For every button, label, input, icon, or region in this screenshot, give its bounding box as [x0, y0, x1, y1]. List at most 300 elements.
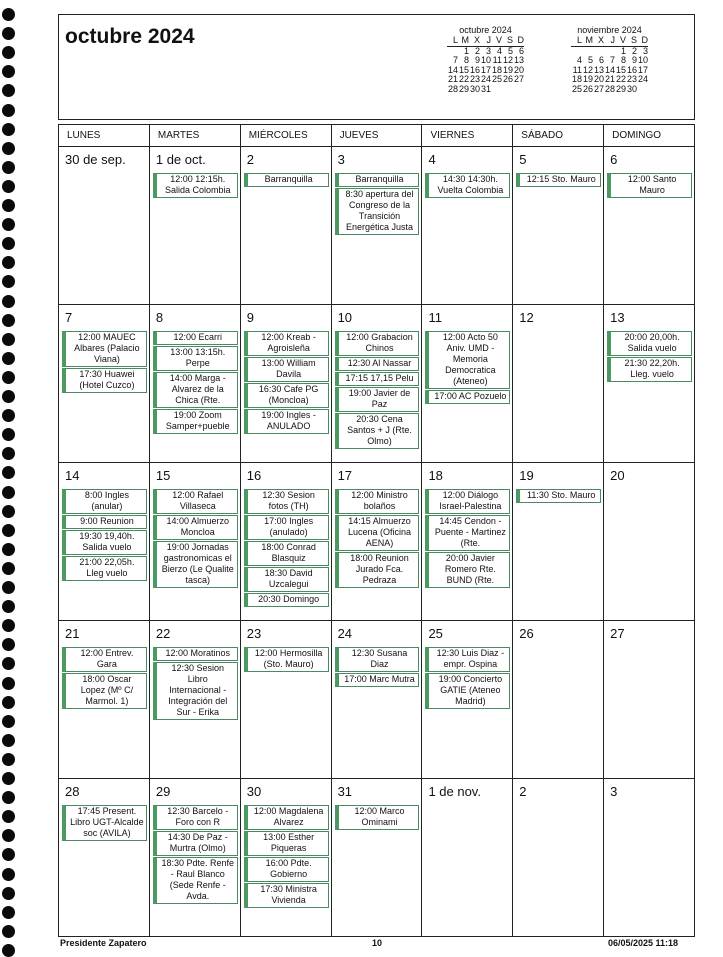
mini-calendar-date: 29: [615, 83, 626, 94]
mini-calendar-date: 10: [480, 55, 491, 65]
calendar-event[interactable]: 12:30 Sesion Libro Internacional -Integración del Sur - Erika: [153, 662, 238, 720]
mini-calendar-date: 13: [513, 55, 524, 65]
calendar-event[interactable]: 13:00 Esther Piqueras: [244, 831, 329, 856]
day-number: 16: [246, 468, 262, 483]
calendar-event[interactable]: 12:00 Acto 50 Aniv. UMD - Memoria Democratica (Ateneo): [425, 331, 510, 389]
binder-hole: [2, 829, 15, 842]
day-number: 20: [610, 468, 625, 483]
weekday-header: DOMINGO: [604, 125, 695, 146]
calendar-event[interactable]: 12:30 Luis Diaz -empr. Ospina: [425, 647, 510, 672]
mini-calendar-date: [637, 85, 648, 95]
day-number: 31: [337, 784, 353, 799]
calendar-event[interactable]: 17:00 Ingles (anulado): [244, 515, 329, 540]
binder-hole: [2, 524, 15, 537]
binder-hole: [2, 944, 15, 957]
mini-calendar-date: 21: [447, 74, 458, 84]
mini-calendar-date: 9: [631, 55, 637, 65]
binder-hole: [2, 123, 15, 136]
day-cell[interactable]: [241, 147, 332, 304]
calendar-event[interactable]: 12:00 Ministro bolaños: [335, 489, 420, 514]
calendar-event[interactable]: 13:00 13:15h. Perpe: [153, 346, 238, 371]
binder-hole: [2, 390, 15, 403]
day-cell[interactable]: [422, 463, 513, 620]
event-list: [516, 173, 601, 188]
binder-hole: [2, 753, 15, 766]
event-list: [425, 331, 510, 405]
calendar-event[interactable]: 14:00 Almuerzo Moncloa: [153, 515, 238, 540]
event-list: [335, 647, 420, 688]
event-list: [425, 489, 510, 589]
binder-hole: [2, 8, 15, 21]
day-cell[interactable]: [422, 305, 513, 462]
event-list: [335, 805, 420, 831]
mini-calendar-day-letter: J: [604, 36, 615, 46]
mini-calendar-date: 6: [518, 45, 524, 56]
calendar-event[interactable]: 14:30 De Paz - Murtra (Olmo): [153, 831, 238, 856]
event-list: [607, 173, 692, 199]
day-cell[interactable]: [604, 463, 695, 620]
day-number: 10: [337, 310, 353, 325]
day-number: 2: [519, 784, 527, 799]
mini-calendar-date: 24: [637, 74, 648, 84]
calendar-event[interactable]: 12:00 MAUEC Albares (Palacio Viana): [62, 331, 147, 367]
calendar-event[interactable]: 17:45 Present. Libro UGT-Alcalde soc (AVILA): [62, 805, 147, 841]
event-list: [153, 173, 238, 199]
day-cell[interactable]: [604, 305, 695, 462]
binder-hole: [2, 696, 15, 709]
mini-calendar-november: [571, 25, 648, 94]
mini-calendar-day-letter: M: [582, 36, 593, 46]
day-cell[interactable]: [241, 305, 332, 462]
mini-calendar-date: 26: [502, 74, 513, 84]
calendar-event[interactable]: 12:00 Hermosilla (Sto. Mauro): [244, 647, 329, 672]
day-number: 13: [610, 310, 625, 325]
day-number: 21: [65, 626, 80, 641]
binder-hole: [2, 352, 15, 365]
day-cell[interactable]: [241, 463, 332, 620]
binder-hole: [2, 810, 15, 823]
mini-calendar-date: 28: [604, 83, 615, 94]
binder-hole: [2, 906, 15, 919]
calendar-event[interactable]: 19:00 Ingles - ANULADO: [244, 409, 329, 434]
weeks-container: [59, 147, 695, 937]
event-list: [607, 331, 692, 383]
day-cell[interactable]: [513, 147, 604, 304]
binder-hole: [2, 581, 15, 594]
mini-calendar-date: 15: [615, 64, 626, 75]
binder-hole: [2, 46, 15, 59]
calendar-event[interactable]: 14:15 Almuerzo Lucena (Oficina AENA): [335, 515, 420, 551]
mini-calendar-day-letter: L: [447, 36, 458, 46]
mini-calendar-date: 27: [513, 74, 524, 84]
day-number: 30 de sep.: [65, 152, 126, 167]
calendar-event[interactable]: 12:00 Santo Mauro: [607, 173, 692, 198]
mini-calendar-date: 28: [447, 83, 458, 94]
mini-calendar-date: 24: [480, 74, 491, 84]
mini-calendar-date: 31: [480, 83, 491, 94]
day-cell[interactable]: [59, 463, 150, 620]
mini-calendar-day-letter: X: [593, 36, 604, 46]
mini-calendar-date: 19: [582, 74, 593, 84]
calendar-event[interactable]: 14:45 Cendon - Puente - Martinez (Rte.: [425, 515, 510, 551]
mini-calendar-date: 17: [480, 64, 491, 75]
day-cell[interactable]: [59, 779, 150, 936]
event-list: [425, 647, 510, 710]
mini-calendar-day-letter: D: [513, 36, 524, 46]
day-number: 23: [246, 626, 262, 641]
event-list: [153, 331, 238, 435]
mini-calendar-date: 27: [593, 83, 604, 94]
calendar-event[interactable]: 13:00 William Davila: [244, 357, 329, 382]
day-cell[interactable]: [422, 621, 513, 778]
mini-calendar-date: 18: [571, 74, 582, 84]
binder-hole: [2, 27, 15, 40]
mini-calendar-date: 5: [587, 55, 593, 65]
day-number: 4: [428, 152, 436, 167]
mini-calendar-date: 10: [637, 55, 648, 65]
binder-hole: [2, 199, 15, 212]
week-row: [59, 147, 695, 305]
mini-calendar-title: noviembre 2024: [577, 25, 642, 35]
binder-hole: [2, 84, 15, 97]
binder-hole: [2, 772, 15, 785]
calendar-event[interactable]: 12:00 Marco Ominami: [335, 805, 420, 830]
footer-owner: Presidente Zapatero: [60, 938, 147, 948]
binder-hole: [2, 180, 15, 193]
event-list: [62, 647, 147, 710]
mini-calendar-date: 9: [474, 55, 480, 65]
mini-calendar-date: 23: [469, 74, 480, 84]
binder-hole: [2, 715, 15, 728]
mini-calendar-day-letter: V: [615, 36, 626, 46]
calendar-event[interactable]: 18:30 David Uzcalegui: [244, 567, 329, 592]
footer-timestamp: 06/05/2025 11:18: [608, 938, 679, 948]
mini-calendar-date: 30: [469, 83, 480, 94]
mini-calendar-day-letter: J: [480, 36, 491, 46]
mini-calendar-date: 18: [491, 64, 502, 75]
event-list: [153, 805, 238, 905]
day-cell[interactable]: [59, 147, 150, 304]
binder-hole: [2, 562, 15, 575]
day-number: 7: [65, 310, 73, 325]
calendar-event[interactable]: 9:00 Reunion: [62, 515, 147, 529]
day-cell[interactable]: [241, 621, 332, 778]
event-list: [244, 489, 329, 608]
day-cell[interactable]: [150, 147, 241, 304]
mini-calendar-date: 11: [492, 55, 502, 65]
day-number: 18: [428, 468, 443, 483]
calendar-event[interactable]: 12:00 Entrev. Gara: [62, 647, 147, 672]
binder-hole: [2, 275, 15, 288]
binder-hole: [2, 447, 15, 460]
binder-hole: [2, 65, 15, 78]
binder-hole: [2, 677, 15, 690]
mini-calendar-day-letter: S: [502, 36, 513, 46]
calendar-event[interactable]: 12:00 Kreab - Agroisleña: [244, 331, 329, 356]
calendar-event[interactable]: 17:30 Ministra Vivienda: [244, 883, 329, 908]
binder-hole: [2, 600, 15, 613]
day-cell[interactable]: [150, 779, 241, 936]
calendar-event[interactable]: 20:00 20,00h. Salida vuelo: [607, 331, 692, 356]
binder-holes: [2, 2, 18, 952]
calendar-event[interactable]: 12:00 Grabacion Chinos: [335, 331, 420, 356]
month-header: [58, 14, 695, 120]
binder-hole: [2, 925, 15, 938]
day-cell[interactable]: [332, 779, 423, 936]
binder-hole: [2, 142, 15, 155]
day-number: 6: [610, 152, 618, 167]
day-cell[interactable]: [422, 147, 513, 304]
day-number: 3: [610, 784, 618, 799]
binder-hole: [2, 371, 15, 384]
day-cell[interactable]: [604, 621, 695, 778]
mini-calendar-title: octubre 2024: [459, 25, 512, 35]
day-cell[interactable]: [59, 621, 150, 778]
day-cell[interactable]: [59, 305, 150, 462]
mini-calendar-date: 30: [626, 83, 637, 94]
binder-hole: [2, 734, 15, 747]
weekday-header-row: [59, 125, 695, 147]
calendar-event[interactable]: 8:00 Ingles (anular): [62, 489, 147, 514]
calendar-event[interactable]: 17:00 AC Pozuelo: [425, 390, 510, 404]
event-list: [335, 173, 420, 236]
day-number: 2: [246, 152, 254, 167]
mini-calendar-date: [513, 85, 524, 95]
binder-hole: [2, 295, 15, 308]
mini-calendar-date: 7: [452, 55, 458, 65]
week-row: [59, 779, 695, 937]
binder-hole: [2, 543, 15, 556]
mini-calendar-day-letter: S: [626, 36, 637, 46]
day-cell[interactable]: [150, 305, 241, 462]
calendar-event[interactable]: Barranquilla: [244, 173, 329, 187]
day-cell[interactable]: [513, 463, 604, 620]
event-list: [244, 173, 329, 188]
mini-calendar-date: 22: [615, 74, 626, 84]
calendar-event[interactable]: 12:00 Diálogo Israel-Palestina: [425, 489, 510, 514]
calendar-event[interactable]: Barranquilla: [335, 173, 420, 187]
calendar-event[interactable]: 18:00 Conrad Blasquiz: [244, 541, 329, 566]
event-list: [153, 489, 238, 589]
month-grid: [58, 124, 695, 937]
calendar-event[interactable]: 12:00 Rafael Villaseca: [153, 489, 238, 514]
day-number: 26: [519, 626, 534, 641]
weekday-header: MIÉRCOLES: [241, 125, 332, 146]
mini-calendar-date: 6: [598, 55, 604, 65]
day-cell[interactable]: [513, 779, 604, 936]
mini-calendar-date: 4: [496, 45, 502, 56]
mini-calendar-date: 17: [637, 64, 648, 75]
weekday-header: MARTES: [150, 125, 241, 146]
week-row: [59, 305, 695, 463]
day-number: 9: [246, 310, 254, 325]
mini-calendar-date: 29: [458, 83, 469, 94]
binder-hole: [2, 256, 15, 269]
event-list: [244, 647, 329, 673]
binder-hole: [2, 848, 15, 861]
day-cell[interactable]: [332, 463, 423, 620]
binder-hole: [2, 218, 15, 231]
weekday-header: JUEVES: [332, 125, 423, 146]
mini-calendar-date: 20: [593, 74, 604, 84]
mini-calendar-date: 2: [631, 45, 637, 56]
event-list: [62, 489, 147, 582]
mini-calendar-date: 12: [502, 55, 513, 65]
week-row: [59, 621, 695, 779]
mini-calendar-date: 3: [642, 45, 648, 56]
day-number: 14: [65, 468, 80, 483]
binder-hole: [2, 466, 15, 479]
calendar-event[interactable]: 21:30 22,20h. Lleg. vuelo: [607, 357, 692, 382]
event-list: [425, 173, 510, 199]
mini-calendar-date: 19: [502, 64, 513, 75]
mini-calendar-date: 3: [485, 45, 491, 56]
mini-calendar-day-letter: L: [571, 36, 582, 46]
binder-hole: [2, 104, 15, 117]
day-number: 15: [155, 468, 171, 483]
mini-calendar-day-letter: X: [469, 36, 480, 46]
binder-hole: [2, 486, 15, 499]
calendar-event[interactable]: 18:30 Pdte. Renfe - Raul Blanco (Sede Renfe - Avda.: [153, 857, 238, 904]
day-number: 1 de oct.: [155, 152, 206, 167]
calendar-event[interactable]: 12:30 Al Nassar: [335, 357, 420, 371]
calendar-event[interactable]: 16:30 Cafe PG (Moncloa): [244, 383, 329, 408]
mini-calendar-day-letter: D: [637, 36, 648, 46]
footer-page-number: 10: [372, 938, 383, 948]
mini-calendar-date: 25: [491, 74, 502, 84]
binder-hole: [2, 505, 15, 518]
day-cell[interactable]: [604, 147, 695, 304]
calendar-event[interactable]: 14:30 14:30h. Vuelta Colombia: [425, 173, 510, 198]
weekday-header: SÁBADO: [513, 125, 604, 146]
mini-calendar-october: [447, 25, 524, 94]
weekday-header: VIERNES: [422, 125, 513, 146]
day-number: 1 de nov.: [428, 784, 481, 799]
calendar-event[interactable]: 19:00 Javier de Paz: [335, 387, 420, 412]
day-cell[interactable]: [332, 305, 423, 462]
calendar-event[interactable]: 20:30 Cena Santos + J (Rte. Olmo): [335, 413, 420, 449]
day-cell[interactable]: [332, 621, 423, 778]
calendar-event[interactable]: 12:30 Barcelo - Foro con R: [153, 805, 238, 830]
day-cell[interactable]: [513, 621, 604, 778]
calendar-event[interactable]: 12:00 12:15h. Salida Colombia: [153, 173, 238, 198]
day-number: 27: [610, 626, 625, 641]
calendar-event[interactable]: 20:00 Javier Romero Rte. BUND (Rte.: [425, 552, 510, 588]
binder-hole: [2, 161, 15, 174]
calendar-event[interactable]: 17:15 17,15 Pelu: [335, 372, 420, 386]
day-number: 22: [155, 626, 171, 641]
binder-hole: [2, 638, 15, 651]
mini-calendar-date: 5: [507, 45, 513, 56]
mini-calendar-date: 14: [604, 64, 615, 75]
day-number: 8: [155, 310, 164, 325]
day-number: 11: [428, 310, 442, 325]
mini-calendar-date: 7: [609, 55, 615, 65]
calendar-event[interactable]: 17:30 Huawei (Hotel Cuzco): [62, 368, 147, 393]
binder-hole: [2, 791, 15, 804]
mini-calendar-day-letter: M: [458, 36, 469, 46]
binder-hole: [2, 314, 15, 327]
event-list: [62, 331, 147, 394]
day-number: 29: [155, 784, 171, 799]
calendar-event[interactable]: 11:30 Sto. Mauro: [516, 489, 601, 503]
calendar-event[interactable]: 18:00 Reunion Jurado Fca. Pedraza: [335, 552, 420, 588]
day-number: 30: [246, 784, 262, 799]
event-list: [244, 331, 329, 435]
day-cell[interactable]: [150, 463, 241, 620]
calendar-event[interactable]: 8:30 apertura del Congreso de la Transición Energética Justa: [335, 188, 420, 235]
mini-calendar-date: [491, 85, 502, 95]
mini-calendar-date: 14: [447, 64, 458, 75]
calendar-event[interactable]: 17:00 Marc Mutra: [335, 673, 420, 687]
day-cell[interactable]: [332, 147, 423, 304]
calendar-event[interactable]: 19:00 Jornadas gastronomicas el Bierzo (Le Qualite tasca): [153, 541, 238, 588]
binder-hole: [2, 868, 15, 881]
day-number: 12: [519, 310, 534, 325]
binder-hole: [2, 237, 15, 250]
day-number: 3: [337, 152, 345, 167]
binder-hole: [2, 428, 15, 441]
binder-hole: [2, 887, 15, 900]
week-row: [59, 463, 695, 621]
day-cell[interactable]: [513, 305, 604, 462]
event-list: [516, 489, 601, 504]
day-cell[interactable]: [604, 779, 695, 936]
day-number: 5: [519, 152, 527, 167]
calendar-event[interactable]: 19:00 Zoom Samper+pueble: [153, 409, 238, 434]
calendar-event[interactable]: 12:00 Magdalena Alvarez: [244, 805, 329, 830]
mini-calendar-day-letter: V: [491, 36, 502, 46]
mini-calendar-date: 1: [620, 45, 626, 56]
calendar-event[interactable]: 19:00 Concierto GATIE (Ateneo Madrid): [425, 673, 510, 709]
mini-calendar-date: 21: [604, 74, 615, 84]
binder-hole: [2, 657, 15, 670]
mini-calendar-date: 8: [463, 55, 469, 65]
calendar-event[interactable]: 12:30 Susana Diaz: [335, 647, 420, 672]
binder-hole: [2, 409, 15, 422]
event-list: [335, 331, 420, 450]
calendar-event[interactable]: 12:15 Sto. Mauro: [516, 173, 601, 187]
day-number: 24: [337, 626, 353, 641]
day-number: 19: [519, 468, 534, 483]
calendar-event[interactable]: 21:00 22,05h. Lleg vuelo: [62, 556, 147, 581]
mini-calendar-date: [502, 85, 513, 95]
day-cell[interactable]: [241, 779, 332, 936]
calendar-event[interactable]: 19:30 19,40h. Salida vuelo: [62, 530, 147, 555]
binder-hole: [2, 333, 15, 346]
calendar-event[interactable]: 18:00 Oscar Lopez (Mº C/ Marmol. 1): [62, 673, 147, 709]
day-cell[interactable]: [150, 621, 241, 778]
calendar-event[interactable]: 16:00 Pdte. Gobierno: [244, 857, 329, 882]
calendar-event[interactable]: 12:30 Sesion fotos (TH): [244, 489, 329, 514]
day-number: 25: [428, 626, 443, 641]
mini-calendar-date: 26: [582, 83, 593, 94]
mini-calendar-date: 23: [626, 74, 637, 84]
mini-calendar-date: 11: [572, 64, 582, 75]
mini-calendar-date: 15: [458, 64, 469, 75]
weekday-header: LUNES: [59, 125, 150, 146]
mini-calendar-date: 12: [582, 64, 593, 75]
mini-calendar-date: 8: [620, 55, 626, 65]
calendar-event[interactable]: 20:30 Domingo: [244, 593, 329, 607]
mini-calendar-date: 16: [469, 64, 480, 75]
calendar-event[interactable]: 12:00 Ecarri: [153, 331, 238, 345]
mini-calendar-date: 22: [458, 74, 469, 84]
day-cell[interactable]: [422, 779, 513, 936]
calendar-event[interactable]: 12:00 Moratinos: [153, 647, 238, 661]
event-list: [244, 805, 329, 909]
calendar-event[interactable]: 14:00 Marga - Alvarez de la Chica (Rte.: [153, 372, 238, 408]
